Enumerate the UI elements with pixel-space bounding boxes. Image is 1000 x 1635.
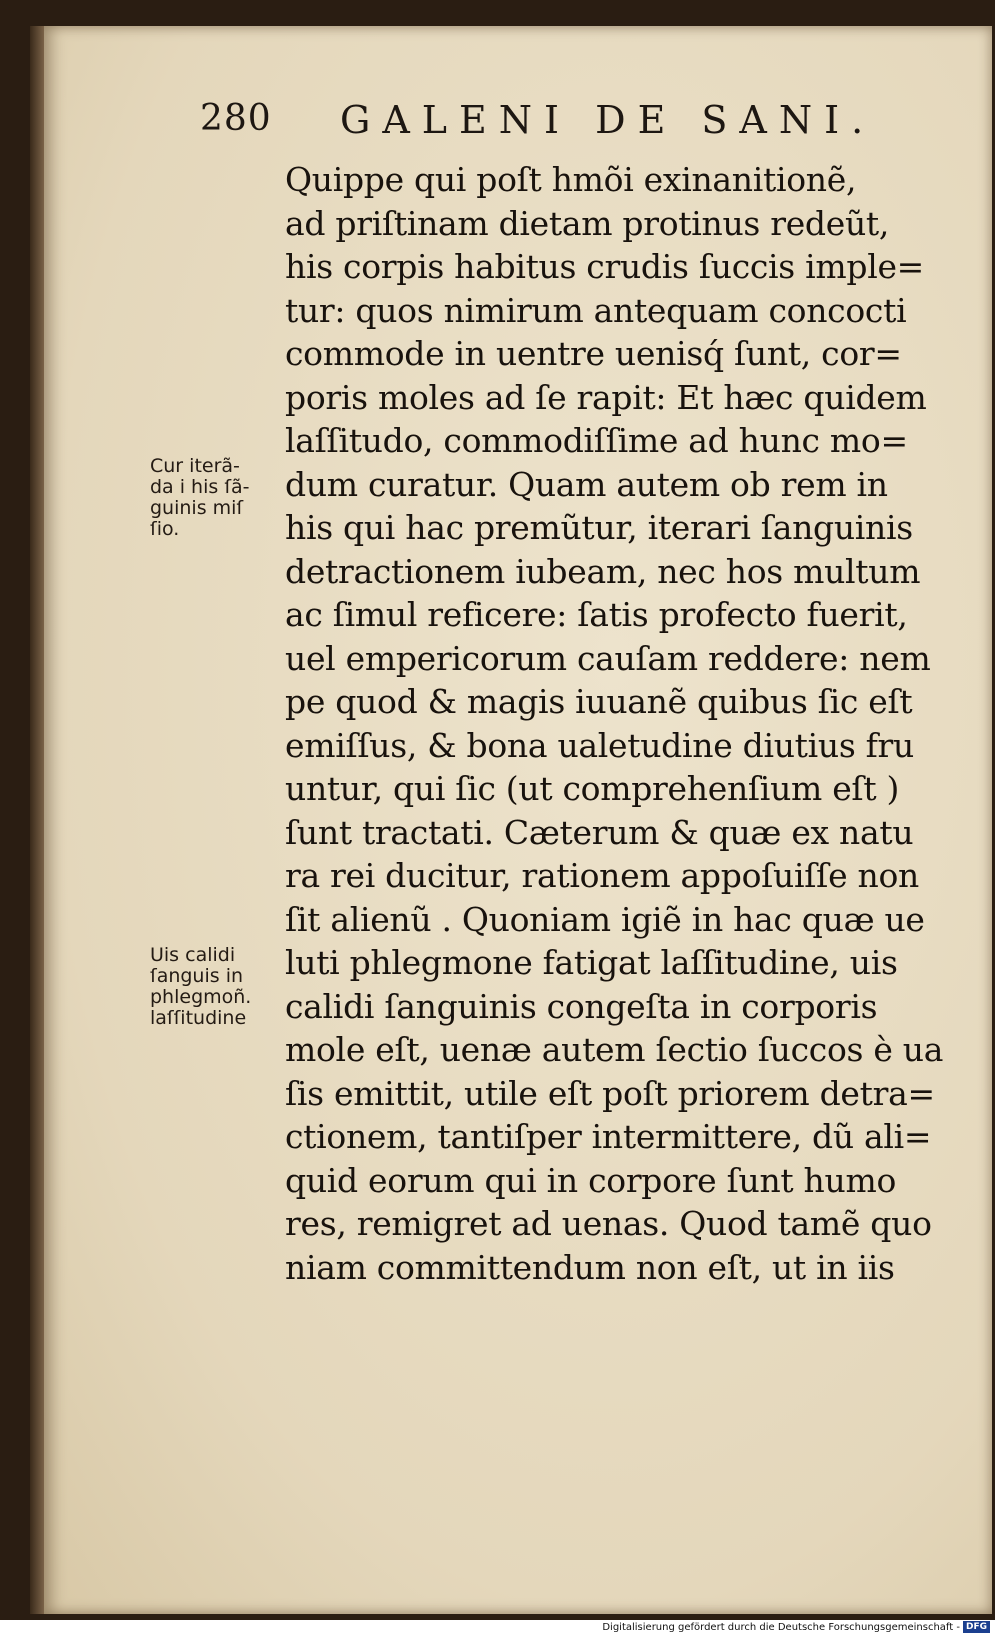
- marginal-note-line: ſio.: [150, 518, 180, 540]
- marginal-note-line: Cur iterã-: [150, 455, 240, 477]
- text-line: ſis emittit, utile eſt poſt priorem detra=: [285, 1073, 935, 1113]
- text-line: emiſſus, & bona ualetudine diutius fru: [285, 725, 914, 765]
- text-line: laſſitudo, commodiſſime ad hunc mo=: [285, 421, 908, 460]
- marginal-note: [150, 456, 272, 540]
- body-text: [285, 158, 944, 1289]
- marginal-note-line: da i his ſã-: [150, 476, 250, 498]
- text-line: calidi ſanguinis congeſta in corporis: [285, 986, 878, 1026]
- dfg-logo: DFG: [963, 1621, 990, 1633]
- marginal-note-line: phlegmoñ.: [150, 986, 252, 1008]
- text-line: quid eorum qui in corpore ſunt humo: [285, 1160, 897, 1200]
- text-line: his corpis habitus crudis ſuccis imple=: [285, 247, 925, 286]
- text-line: mole eſt, uenæ autem ſectio ſuccos è ua: [285, 1030, 944, 1069]
- book-spine-edge: [30, 26, 44, 1614]
- text-line: ctionem, tantiſper intermittere, dũ ali=: [285, 1117, 932, 1156]
- text-line: ac ſimul reficere: ſatis profecto fuerit,: [285, 595, 908, 634]
- text-line: ra rei ducitur, rationem appoſuiſſe non: [285, 856, 919, 895]
- text-line: commode in uentre uenisq́ ſunt, cor=: [285, 334, 902, 373]
- text-line: his qui hac premũtur, iterari ſanguinis: [285, 508, 913, 547]
- text-line: poris moles ad ſe rapit: Et hæc quidem: [285, 377, 927, 417]
- marginal-note-line: guinis miſ: [150, 497, 244, 519]
- text-line: ſit alienũ . Quoniam igiẽ in hac quæ ue: [285, 899, 925, 939]
- text-line: ſunt tractati. Cæterum & quæ ex natu: [285, 812, 914, 852]
- marginal-note-line: Uis calidi: [150, 944, 236, 966]
- text-line: res, remigret ad uenas. Quod tamẽ quo: [285, 1204, 932, 1243]
- marginal-note: [150, 945, 272, 1029]
- page-header: [200, 98, 900, 158]
- page-number: 280: [200, 98, 272, 139]
- marginal-note-line: laſſitudine: [150, 1007, 247, 1029]
- credit-text: Digitalisierung gefördert durch die Deutsche Forschungsgemeinschaft -: [602, 1622, 960, 1633]
- text-line: pe quod & magis iuuanẽ quibus ſic eſt: [285, 682, 913, 721]
- text-line: luti phlegmone fatigat laſſitudine, uis: [285, 943, 898, 982]
- text-line: tur: quos nimirum antequam concocti: [285, 290, 907, 330]
- text-line: ad priſtinam dietam protinus redeũt,: [285, 203, 890, 243]
- text-line: detractionem iubeam, nec hos multum: [285, 551, 921, 591]
- text-line: niam committendum non eſt, ut in iis: [285, 1247, 895, 1287]
- running-title: GALENI DE SANI.: [340, 98, 876, 142]
- text-line: uel empericorum cauſam reddere: nem: [285, 638, 931, 678]
- marginal-note-line: ſanguis in: [150, 965, 244, 987]
- digitization-credit: [602, 1621, 990, 1635]
- text-line: Quippe qui poſt hmõi exinanitionẽ,: [285, 160, 857, 199]
- text-line: untur, qui ſic (ut comprehenſium eſt ): [285, 769, 900, 808]
- text-line: dum curatur. Quam autem ob rem in: [285, 464, 888, 504]
